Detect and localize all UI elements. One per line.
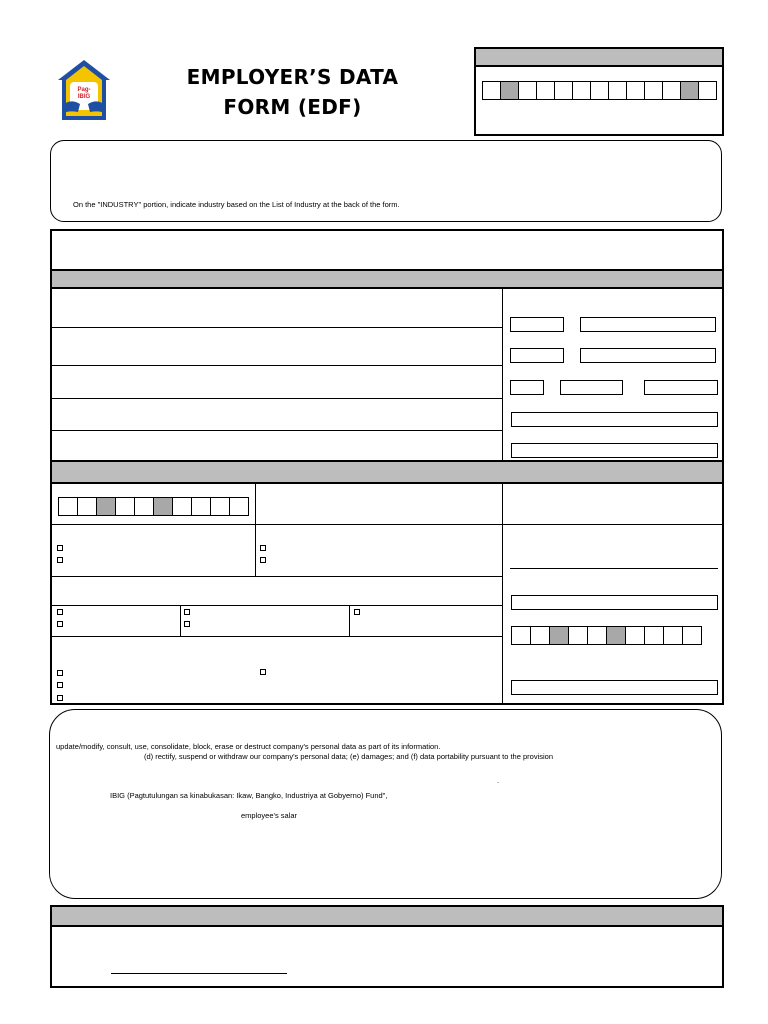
privacy-line4: employee's salar [241,811,298,820]
tin-digit-cell[interactable] [77,497,96,516]
checkbox[interactable] [354,609,360,615]
privacy-dot: . [497,776,500,785]
input-field[interactable] [511,595,718,610]
employer-id-cells [482,81,717,100]
privacy-line1: update/modify, consult, use, consolidate, block, erase or destruct company's personal data as part of its information. [56,742,441,751]
tin-digit-cell[interactable] [58,497,77,516]
tin-digit-cell[interactable] [134,497,153,516]
employer-id-box [474,47,724,136]
id-digit-cell[interactable] [662,81,680,100]
tin-digit-cell[interactable] [229,497,249,516]
tin-digit-cell[interactable] [115,497,134,516]
checkbox[interactable] [57,682,63,688]
logo-text-2: IBIG [77,94,91,100]
input-field[interactable] [511,680,718,695]
form-title-line2: FORM (EDF) [223,95,362,119]
input-field[interactable] [510,348,564,363]
digit-cell[interactable] [568,626,587,645]
pagibig-logo [56,58,112,122]
instructions-box [50,140,722,222]
row-divider [52,365,502,366]
digit-cell[interactable] [587,626,606,645]
digit-cell[interactable] [682,626,702,645]
id-digit-cell[interactable] [572,81,590,100]
section-header-certification [52,907,722,927]
checkbox[interactable] [57,609,63,615]
separator-cell [606,626,625,645]
id-digit-cell[interactable] [608,81,626,100]
tin-digit-cell[interactable] [210,497,229,516]
checkbox[interactable] [57,545,63,551]
tin-separator-cell [96,497,115,516]
signature-line [111,973,287,974]
tin-digit-cell[interactable] [191,497,210,516]
checkbox[interactable] [260,545,266,551]
row-divider [52,576,502,577]
id-digit-cell[interactable] [554,81,572,100]
checkbox[interactable] [57,557,63,563]
form-title-line1: EMPLOYER’S DATA [186,65,399,89]
id-digit-cell[interactable] [698,81,717,100]
input-field[interactable] [511,412,718,427]
input-field[interactable] [580,317,716,332]
input-field[interactable] [580,348,716,363]
checkbox[interactable] [260,557,266,563]
id-digit-cell[interactable] [536,81,554,100]
certification-box [50,905,724,988]
tin-separator-cell [153,497,172,516]
checkbox[interactable] [57,670,63,676]
checkbox[interactable] [57,621,63,627]
digit-cell[interactable] [511,626,530,645]
privacy-line2: (d) rectify, suspend or withdraw our company's personal data; (e) damages; and (f) data portability pursuant to the provision [144,752,553,761]
row-divider [52,430,502,431]
input-field[interactable] [510,317,564,332]
tin-digit-cell[interactable] [172,497,191,516]
checkbox[interactable] [184,621,190,627]
row-divider [52,636,502,637]
id-digit-cell[interactable] [644,81,662,100]
digit-cell[interactable] [530,626,549,645]
input-field[interactable] [560,380,623,395]
id-separator-cell [500,81,518,100]
section-header-business-info [52,460,722,484]
tin-cells [58,497,249,516]
employer-id-header [476,49,722,67]
digit-cell[interactable] [625,626,644,645]
sss-cells [511,626,702,645]
row-divider [52,524,722,525]
row-divider [52,327,502,328]
divider [180,605,181,636]
checkbox[interactable] [57,695,63,701]
id-digit-cell[interactable] [590,81,608,100]
checkbox[interactable] [260,669,266,675]
form-title [150,62,435,122]
logo-text-1: Pag- [77,87,91,93]
id-digit-cell[interactable] [626,81,644,100]
section-header-employer-info [52,269,722,289]
main-form [50,229,724,705]
id-digit-cell[interactable] [482,81,500,100]
separator-cell [549,626,568,645]
id-digit-cell[interactable] [518,81,536,100]
signature-line [510,568,718,569]
input-field[interactable] [511,443,718,458]
divider [502,289,503,460]
digit-cell[interactable] [644,626,663,645]
row-divider [52,398,502,399]
input-field[interactable] [510,380,544,395]
id-separator-cell [680,81,698,100]
row-divider [52,605,502,606]
digit-cell[interactable] [663,626,682,645]
divider [502,484,503,703]
privacy-line3: IBIG (Pagtutulungan sa kinabukasan: Ikaw, Bangko, Industriya at Gobyerno) Fund", [110,791,388,800]
divider [255,484,256,576]
input-field[interactable] [644,380,718,395]
checkbox[interactable] [184,609,190,615]
industry-note: On the "INDUSTRY" portion, indicate industry based on the List of Industry at the back of the form. [73,200,400,209]
divider [349,605,350,636]
privacy-consent-box [49,709,722,899]
